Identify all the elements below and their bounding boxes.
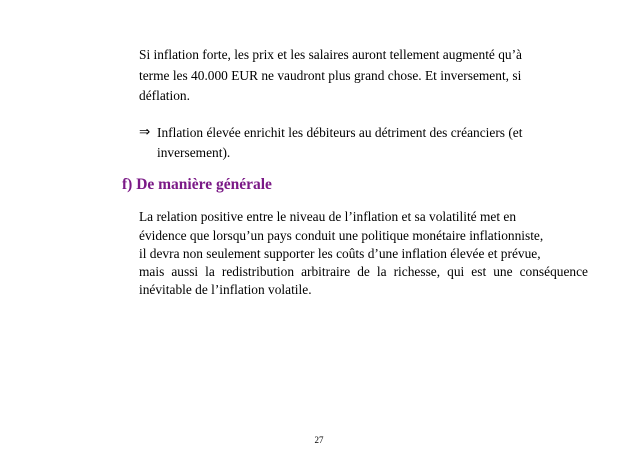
section-heading: f) De manière générale xyxy=(122,176,272,193)
implication-line: Inflation élevée enrichit les débiteurs au détriment des créanciers (et xyxy=(157,125,523,140)
page-number: 27 xyxy=(314,435,324,445)
section-line: mais aussi la redistribution arbitraire de la richesse, qui est une conséquence xyxy=(139,264,588,279)
section-line: La relation positive entre le niveau de l’inflation et sa volatilité met en xyxy=(139,209,517,224)
section-line: inévitable de l’inflation volatile. xyxy=(139,282,312,297)
implication-line: inversement). xyxy=(157,145,231,160)
section-line: il devra non seulement supporter les coûts d’une inflation élevée et prévue, xyxy=(139,246,541,261)
paragraph-line: déflation. xyxy=(139,88,190,103)
implies-arrow-icon: ⇒ xyxy=(139,125,151,140)
paragraph-line: terme les 40.000 EUR ne vaudront plus grand chose. Et inversement, si xyxy=(139,68,522,83)
paragraph-line: Si inflation forte, les prix et les salaires auront tellement augmenté qu’à xyxy=(139,47,522,62)
section-line: évidence que lorsqu’un pays conduit une politique monétaire inflationniste, xyxy=(139,228,544,243)
